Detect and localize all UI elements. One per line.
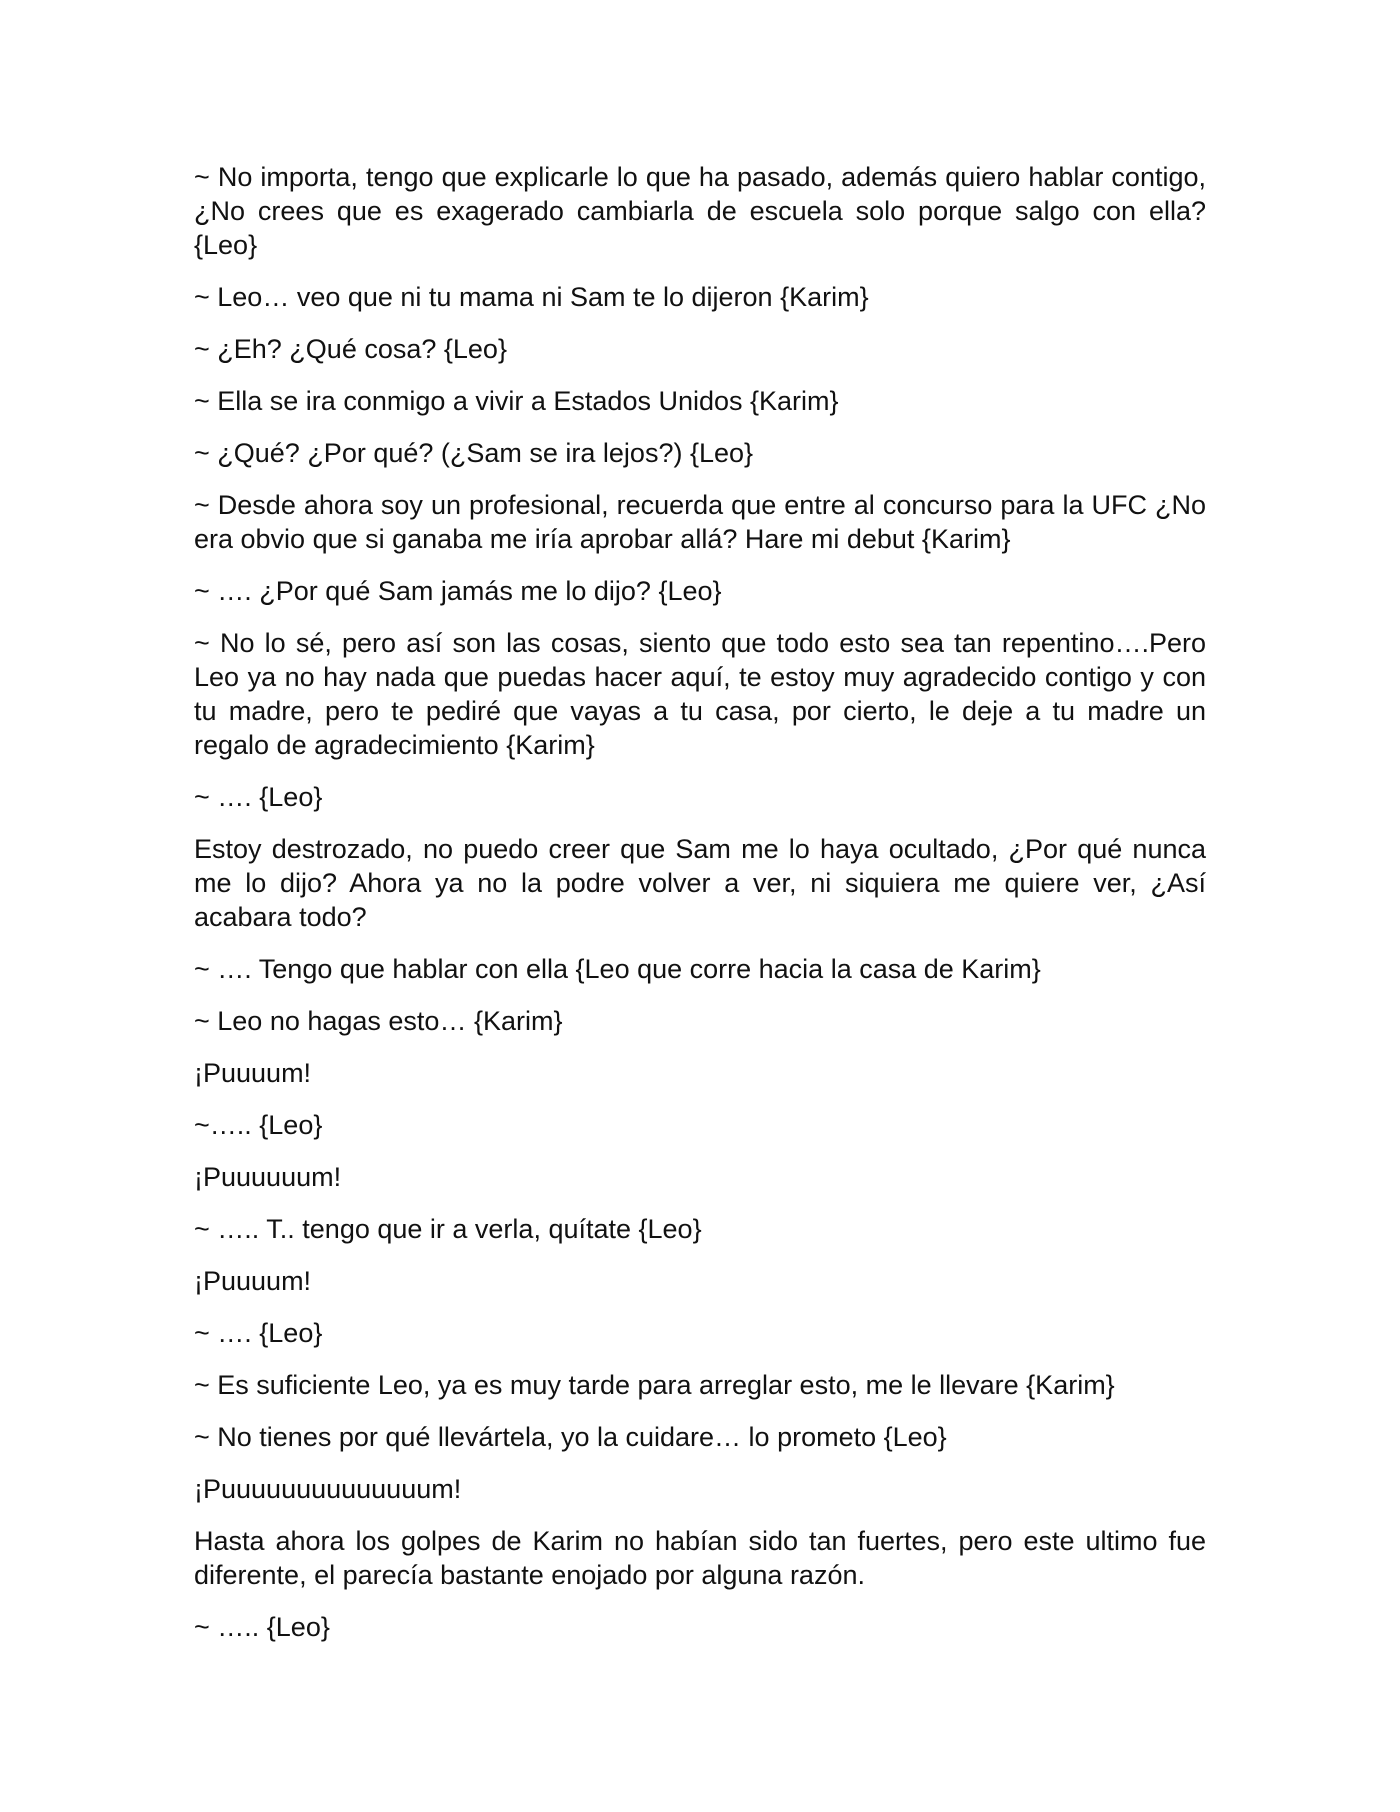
paragraph: ~ Es suficiente Leo, ya es muy tarde para arreglar esto, me le llevare {Karim} xyxy=(194,1370,1115,1400)
paragraph: ~ No lo sé, pero así son las cosas, siento que todo esto sea tan repentino….Pero Leo ya no hay nada que puedas hacer aquí, te estoy muy agradecido contigo y con tu madre, pero te pediré que vayas a tu casa, por cierto, le deje a tu madre un regalo de agradecimiento {Karim} xyxy=(194,628,1206,760)
paragraph: ~ …. {Leo} xyxy=(194,1318,323,1348)
paragraph: ~ …. ¿Por qué Sam jamás me lo dijo? {Leo} xyxy=(194,576,722,606)
paragraph: Estoy destrozado, no puedo creer que Sam me lo haya ocultado, ¿Por qué nunca me lo dijo? Ahora ya no la podre volver a ver, ni siquiera me quiere ver, ¿Así acabara todo? xyxy=(194,834,1206,932)
paragraph: ¡Puuuuuuuuuuuuuum! xyxy=(194,1474,462,1504)
paragraph: ~ Leo no hagas esto… {Karim} xyxy=(194,1006,563,1036)
paragraph: ~ ….. T.. tengo que ir a verla, quítate {Leo} xyxy=(194,1214,702,1244)
paragraph: ~ Desde ahora soy un profesional, recuerda que entre al concurso para la UFC ¿No era obvio que si ganaba me iría aprobar allá? Hare mi debut {Karim} xyxy=(194,490,1206,554)
paragraph: ~ Leo… veo que ni tu mama ni Sam te lo dijeron {Karim} xyxy=(194,282,869,312)
paragraph: ~….. {Leo} xyxy=(194,1110,323,1140)
paragraph: ~ ¿Eh? ¿Qué cosa? {Leo} xyxy=(194,334,507,364)
paragraph: ~ No importa, tengo que explicarle lo que ha pasado, además quiero hablar contigo, ¿No crees que es exagerado cambiarla de escuela solo porque salgo con ella? {Leo} xyxy=(194,162,1206,260)
document-body xyxy=(194,160,1206,1662)
paragraph: ~ …. {Leo} xyxy=(194,782,323,812)
paragraph: ¡Puuuum! xyxy=(194,1058,312,1088)
paragraph: ¡Puuuuuum! xyxy=(194,1162,342,1192)
paragraph: ~ ….. {Leo} xyxy=(194,1612,330,1642)
paragraph: Hasta ahora los golpes de Karim no habían sido tan fuertes, pero este ultimo fue diferente, el parecía bastante enojado por alguna razón. xyxy=(194,1526,1206,1590)
paragraph: ~ ¿Qué? ¿Por qué? (¿Sam se ira lejos?) {Leo} xyxy=(194,438,754,468)
paragraph: ~ No tienes por qué llevártela, yo la cuidare… lo prometo {Leo} xyxy=(194,1422,947,1452)
paragraph: ¡Puuuum! xyxy=(194,1266,312,1296)
paragraph: ~ Ella se ira conmigo a vivir a Estados Unidos {Karim} xyxy=(194,386,839,416)
paragraph: ~ …. Tengo que hablar con ella {Leo que corre hacia la casa de Karim} xyxy=(194,954,1041,984)
